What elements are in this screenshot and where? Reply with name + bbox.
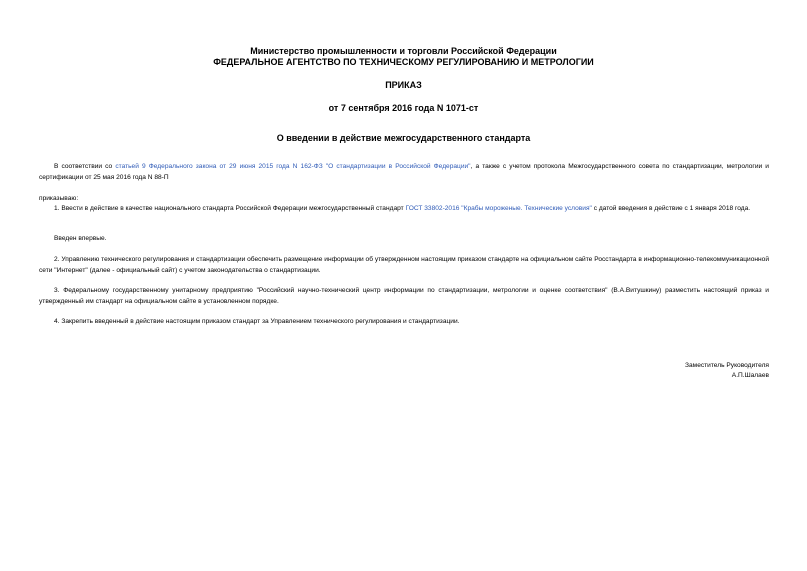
paragraph-prikazyvayu: приказываю: bbox=[39, 195, 79, 202]
document-type: ПРИКАЗ bbox=[385, 80, 422, 90]
ministry-title: Министерство промышленности и торговли Российской Федерации bbox=[250, 46, 557, 56]
document-subject: О введении в действие межгосударственного стандарта bbox=[276, 133, 531, 143]
standard-link[interactable]: ГОСТ 33802-2016 "Крабы мороженые. Технические условия" bbox=[405, 205, 592, 212]
document-date-number: от 7 сентября 2016 года N 1071-ст bbox=[328, 103, 479, 113]
paragraph-preamble bbox=[39, 161, 769, 183]
item-1-suffix: с датой введения в действие с 1 января 2018 года. bbox=[591, 205, 751, 212]
signatory-title: Заместитель Руководителя bbox=[685, 362, 769, 369]
paragraph-item-4: 4. Закрепить введенный в действие настоящим приказом стандарт за Управлением технического регулирования и стандартизации. bbox=[54, 318, 460, 325]
law-link[interactable]: статьей 9 Федерального закона от 29 июня 2015 года N 162-ФЗ "О стандартизации в Российской Федерации" bbox=[115, 163, 471, 170]
preamble-prefix: В соответствии со bbox=[54, 163, 116, 170]
paragraph-item-3: 3. Федеральному государственному унитарному предприятию "Российский научно-технический центр информации по стандартизации, метрологии и оценке соответствия" (В.А.Витушкину) разместить настоящий приказ и утвержденный им стандарт на официальном сайте в установленном порядке. bbox=[39, 287, 769, 305]
item-1-prefix: 1. Ввести в действие в качестве национального стандарта Российской Федерации межгосударственный стандарт bbox=[54, 205, 406, 212]
preamble-suffix: , а также с учетом протокола Межгосударственного совета по стандартизации, метрологии и сертификации от 25 мая 2016 года N 88-П bbox=[39, 163, 769, 181]
paragraph-item-1 bbox=[39, 203, 769, 214]
agency-title: ФЕДЕРАЛЬНОЕ АГЕНТСТВО ПО ТЕХНИЧЕСКОМУ РЕГУЛИРОВАНИЮ И МЕТРОЛОГИИ bbox=[213, 57, 594, 67]
signatory-name: А.П.Шалаев bbox=[731, 372, 769, 379]
paragraph-first-introduced: Введен впервые. bbox=[54, 235, 107, 242]
paragraph-item-2: 2. Управлению технического регулирования и стандартизации обеспечить размещение информации об утвержденном настоящим приказом стандарте на официальном сайте Росстандарта в информационно-телекоммуникационной сети "Интернет" (далее - официальный сайт) с учетом законодательства о стандартизации. bbox=[39, 256, 769, 274]
